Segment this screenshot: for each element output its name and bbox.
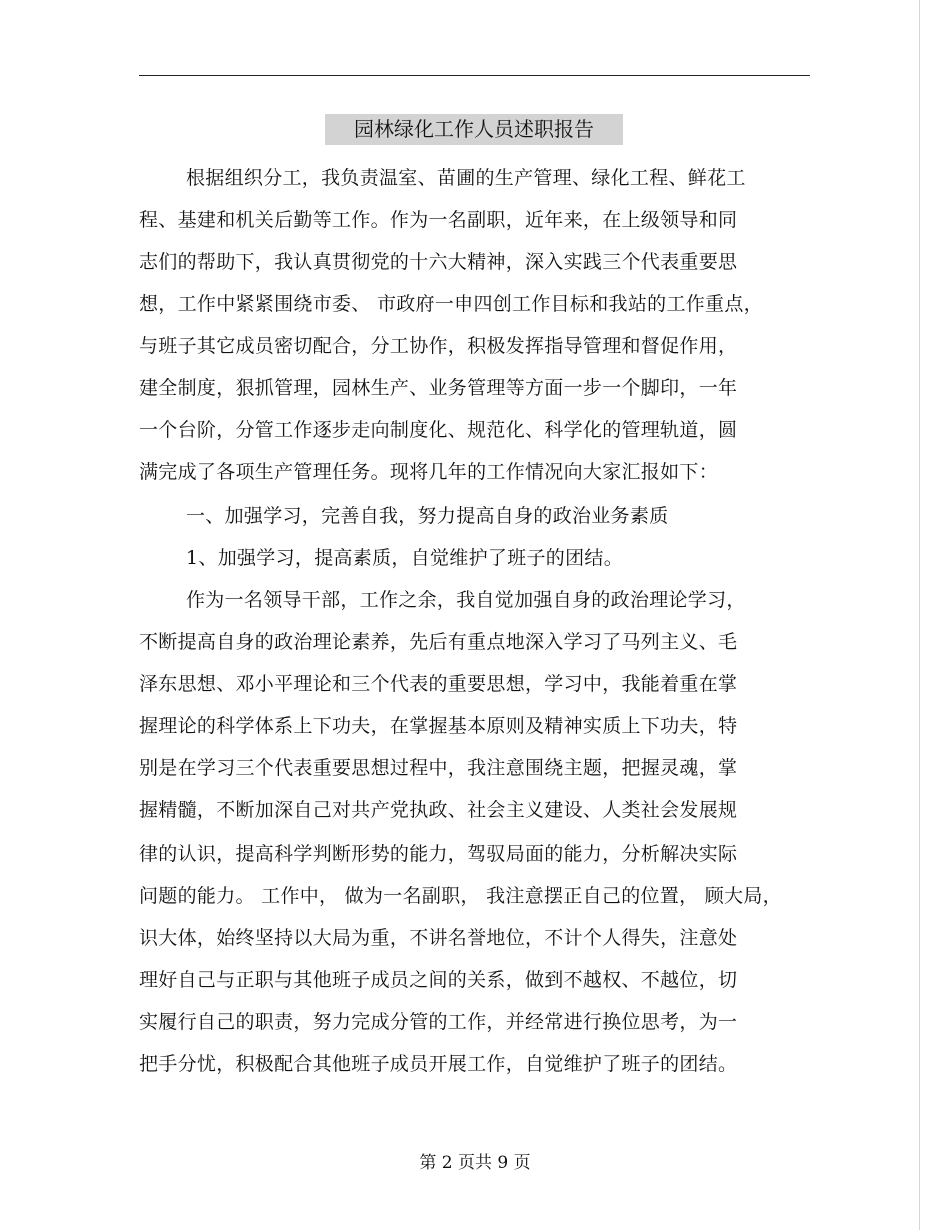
paragraph-line: 把手分忧，积极配合其他班子成员开展工作，自觉维护了班子的团结。: [139, 1053, 738, 1075]
paragraph-line: 作为一名领导干部，工作之余，我自觉加强自身的政治理论学习，: [186, 589, 746, 611]
paragraph-line: 一个台阶，分管工作逐步走向制度化、规范化、科学化的管理轨道，圆: [139, 419, 738, 441]
section-heading: 一、加强学习，完善自我，努力提高自身的政治业务素质: [186, 505, 669, 527]
subsection-heading: 1、加强学习，提高素质，自觉维护了班子的团结。: [186, 547, 623, 569]
paragraph-line: 不断提高自身的政治理论素养，先后有重点地深入学习了马列主义、毛: [139, 631, 738, 653]
paragraph-line: 实履行自己的职责，努力完成分管的工作，并经常进行换位思考，为一: [139, 1011, 738, 1033]
paragraph-line: 理好自己与正职与其他班子成员之间的关系，做到不越权、不越位，切: [139, 969, 738, 991]
paragraph-line: 问题的能力。 工作中， 做为一名副职， 我注意摆正自己的位置， 顾大局，: [139, 885, 782, 907]
paragraph-line: 与班子其它成员密切配合，分工协作，积极发挥指导管理和督促作用，: [139, 335, 738, 357]
document-title: 园林绿化工作人员述职报告: [325, 114, 623, 145]
paragraph-line: 程、基建和机关后勤等工作。作为一名副职，近年来，在上级领导和同: [139, 209, 738, 231]
paragraph-line: 泽东思想、邓小平理论和三个代表的重要思想，学习中，我能着重在掌: [139, 673, 738, 695]
paragraph-line: 别是在学习三个代表重要思想过程中，我注意围绕主题，把握灵魂，掌: [139, 757, 738, 779]
paragraph-line: 根据组织分工，我负责温室、苗圃的生产管理、绿化工程、鲜花工: [186, 167, 746, 189]
page-edge-line: [919, 0, 920, 1230]
paragraph-line: 识大体，始终坚持以大局为重，不讲名誉地位，不计个人得失，注意处: [139, 927, 738, 949]
paragraph-line: 满完成了各项生产管理任务。现将几年的工作情况向大家汇报如下：: [139, 461, 719, 483]
paragraph-line: 握理论的科学体系上下功夫，在掌握基本原则及精神实质上下功夫，特: [139, 715, 738, 737]
header-rule: [139, 75, 810, 76]
page-number-footer: 第 2 页共 9 页: [419, 1153, 531, 1173]
paragraph-line: 握精髓，不断加深自己对共产党执政、社会主义建设、人类社会发展规: [139, 799, 738, 821]
paragraph-line: 志们的帮助下，我认真贯彻党的十六大精神，深入实践三个代表重要思: [139, 251, 738, 273]
paragraph-line: 律的认识，提高科学判断形势的能力，驾驭局面的能力，分析解决实际: [139, 843, 738, 865]
paragraph-line: 想，工作中紧紧围绕市委、 市政府一申四创工作目标和我站的工作重点，: [139, 293, 763, 315]
paragraph-line: 建全制度，狠抓管理，园林生产、业务管理等方面一步一个脚印，一年: [139, 377, 738, 399]
